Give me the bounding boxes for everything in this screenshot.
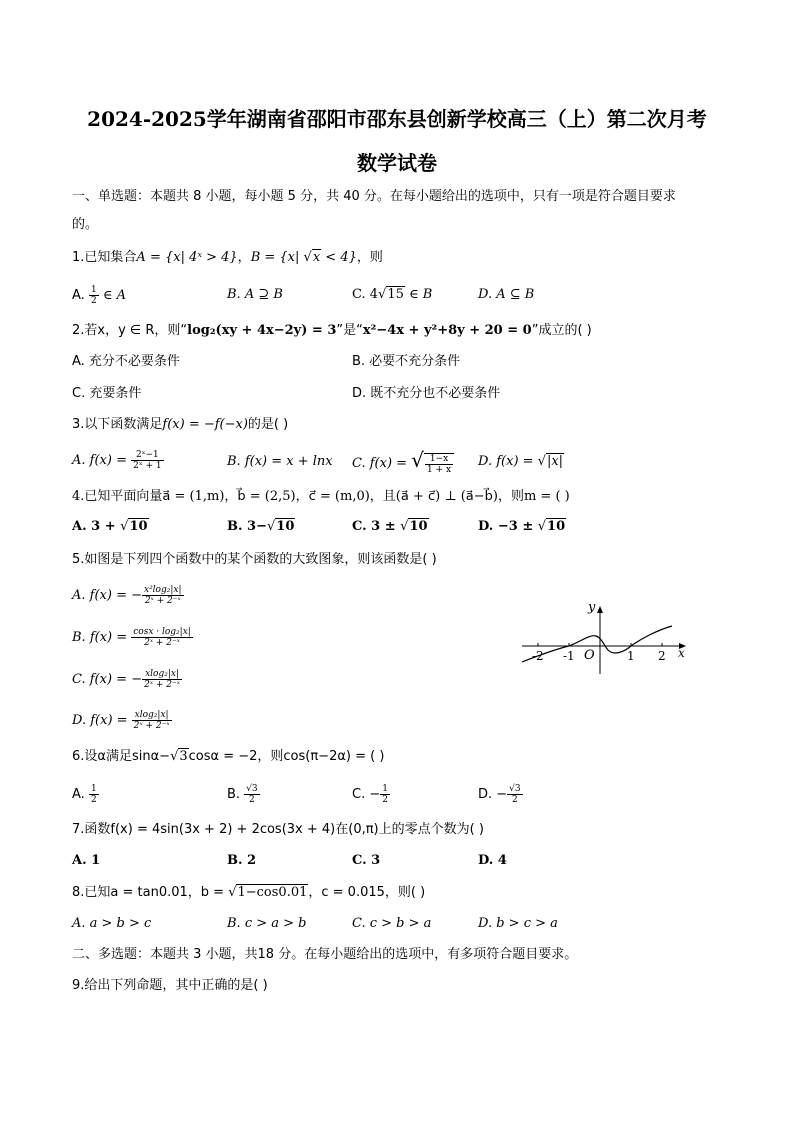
q2-option-c: C. 充要条件 <box>72 386 142 401</box>
q5-option-d-den: 2ˣ + 2⁻ˣ <box>133 721 170 731</box>
curve <box>522 626 672 662</box>
radical-sign: √ <box>411 448 424 472</box>
q2-log-expr: log₂(xy + 4x−2y) = 3 <box>187 323 337 338</box>
question-1 <box>72 248 383 268</box>
question-5: 5.如图是下列四个函数中的某个函数的大致图象，则该函数是( ) <box>72 552 437 567</box>
fraction <box>424 453 454 475</box>
q8-radicand: 1−cos0.01 <box>237 885 308 900</box>
q3-tail: 的是( ) <box>247 417 289 432</box>
y-axis-arrow <box>597 606 603 613</box>
q6-option-d-label: D. − <box>478 787 508 802</box>
q1-number: 1. <box>72 250 85 265</box>
q5-option-d <box>72 710 172 731</box>
fraction <box>142 585 184 606</box>
q5-option-c-num: xlog₂|x| <box>142 669 182 680</box>
q4-radicand: 10 <box>276 519 295 534</box>
radical-sign: √ <box>266 519 276 534</box>
q6-option-b-den: 2 <box>249 795 255 805</box>
q4-radicand: 10 <box>409 519 428 534</box>
question-7: 7.函数f(x) = 4sin(3x + 2) + 2cos(3x + 4)在(0,π)上的零点个数为( ) <box>72 822 484 837</box>
q5-option-b-den: 2ˣ + 2⁻ˣ <box>144 638 180 648</box>
q6-option-c <box>352 784 390 805</box>
q8-post: ，c = 0.015，则( ) <box>308 885 426 900</box>
q1-setA: A = {x| 4ˣ > 4} <box>136 250 238 265</box>
q8-option-c: C. c > b > a <box>352 916 432 931</box>
q8-option-a: A. a > b > c <box>72 916 152 931</box>
question-6 <box>72 747 384 767</box>
q8-pre: 8.已知a = tan0.01，b = <box>72 885 229 900</box>
q1-option-c-post: ∈ B <box>404 287 433 302</box>
q2-mid: ”是“ <box>336 323 363 338</box>
q2-option-d: D. 既不充分也不必要条件 <box>352 386 501 401</box>
section1-heading-cont: 的。 <box>72 217 99 232</box>
q4-option-b-label: B. 3− <box>227 519 267 534</box>
q3-option-a-num: 2ˣ−1 <box>131 450 164 461</box>
exam-subtitle: 数学试卷 <box>357 151 437 175</box>
fraction <box>89 784 99 805</box>
q3-option-d-label: D. f(x) = <box>478 454 538 469</box>
q6-option-a <box>72 784 99 805</box>
q6-option-b-label: B. <box>227 787 245 802</box>
q1-setB-pre: B = {x| <box>250 250 304 265</box>
q5-option-b-num: cosx · log₂|x| <box>133 627 191 637</box>
q5-option-d-num: xlog₂|x| <box>132 710 172 721</box>
q5-option-d-label: D. f(x) = <box>72 713 132 728</box>
q3-option-d <box>478 452 564 472</box>
q1-setB-radicand: x <box>312 250 321 265</box>
q5-option-b <box>72 627 193 648</box>
radical-sign: √ <box>170 749 179 764</box>
radical-sign: √ <box>120 519 129 534</box>
q1-option-d: D. A ⊆ B <box>478 287 535 302</box>
q2-equation: x²−4x + y²+8y + 20 = 0 <box>362 323 532 338</box>
q6-option-b <box>227 784 260 805</box>
q1-option-a-label: A. <box>72 288 89 303</box>
q1-pre: 已知集合 <box>84 250 137 265</box>
fraction <box>132 710 172 731</box>
question-4: 4.已知平面向量a⃗ = (1,m)，b⃗ = (2,5)，c⃗ = (m,0)，且(a⃗ + c⃗) ⊥ (a⃗−b⃗)，则m = ( ) <box>72 489 570 504</box>
radical-sign: √ <box>537 519 547 534</box>
q4-option-c-label: C. 3 ± <box>352 519 401 534</box>
q5-option-c-den: 2ˣ + 2⁻ˣ <box>144 680 180 690</box>
question-8 <box>72 883 425 903</box>
q7-option-a: A. 1 <box>72 853 101 868</box>
q5-option-a-num: x²log₂|x| <box>144 585 182 595</box>
q1-option-a-value: ∈ A <box>102 288 126 303</box>
q5-option-c <box>72 669 182 690</box>
q6-option-c-den: 2 <box>382 795 388 805</box>
q6-option-a-den: 2 <box>90 795 97 805</box>
q3-condition: f(x) = −f(−x) <box>162 417 248 432</box>
q3-option-b: B. f(x) = x + lnx <box>227 454 333 469</box>
tick-label: 2 <box>658 649 666 663</box>
q3-option-a-label: A. f(x) = <box>72 453 132 468</box>
tick-label: -2 <box>532 649 544 663</box>
q5-option-a-den: 2ˣ + 2⁻ˣ <box>144 596 181 606</box>
q5-option-a-label: A. f(x) = − <box>72 588 142 603</box>
q1-option-b: B. A ⊇ B <box>227 287 283 302</box>
fraction <box>131 627 193 648</box>
q6-option-a-num: 1 <box>90 784 97 794</box>
tick-label: 1 <box>627 649 635 663</box>
q4-option-d <box>478 517 566 537</box>
q2-tail: ”成立的( ) <box>531 323 592 338</box>
q4-radicand: 10 <box>129 519 148 534</box>
question-9: 9.给出下列命题，其中正确的是( ) <box>72 978 268 993</box>
q5-option-b-label: B. f(x) = <box>72 630 132 645</box>
q1-sep: ， <box>237 250 251 265</box>
q4-option-a-label: A. 3 + <box>72 519 121 534</box>
section1-heading: 一、单选题：本题共 8 小题，每小题 5 分，共 40 分。在每小题给出的选项中，只有一项是符合题目要求 <box>72 189 676 204</box>
radical-sign: √ <box>303 250 312 265</box>
q6-option-c-label: C. − <box>352 787 381 802</box>
q3-option-c-label: C. f(x) = <box>352 456 412 471</box>
q1-option-c-radicand: 15 <box>387 287 404 302</box>
q2-option-a: A. 充分不必要条件 <box>72 354 180 369</box>
q6-option-d-num: √3 <box>509 784 521 794</box>
q3-option-a <box>72 450 164 471</box>
q4-radicand: 10 <box>547 519 566 534</box>
q5-option-c-label: C. f(x) = − <box>72 672 143 687</box>
q6-option-b-num: √3 <box>246 784 258 794</box>
question-2 <box>72 321 592 341</box>
exam-title: 2024-2025学年湖南省邵阳市邵东县创新学校高三（上）第二次月考 <box>87 107 707 131</box>
y-label: y <box>588 600 596 615</box>
fraction <box>244 784 259 805</box>
function-graph <box>518 598 698 678</box>
radical-sign: √ <box>228 885 237 900</box>
origin-label: O <box>584 648 595 663</box>
fraction <box>142 669 182 690</box>
q1-tail: ，则 <box>356 250 383 265</box>
q6-pre: 6.设α满足sinα− <box>72 749 171 764</box>
q8-option-d: D. b > c > a <box>478 916 558 931</box>
q7-option-c: C. 3 <box>352 853 381 868</box>
q3-option-c-den: 1 + x <box>426 464 452 475</box>
q6-radicand: 3 <box>179 749 188 764</box>
x-label: x <box>678 646 685 660</box>
q7-option-b: B. 2 <box>227 853 257 868</box>
q4-option-b <box>227 517 295 537</box>
q6-post: cosα = −2，则cos(π−2α) = ( ) <box>188 749 385 764</box>
q4-option-a <box>72 517 149 537</box>
radical-sign: √ <box>378 287 387 302</box>
q6-option-a-label: A. <box>72 787 89 802</box>
q1-option-c <box>352 285 432 305</box>
q5-option-a <box>72 585 184 606</box>
q6-option-d-den: 2 <box>512 795 518 805</box>
radical-sign: √ <box>537 454 546 469</box>
q3-option-c <box>352 450 454 475</box>
q1-option-c-pre: C. 4 <box>352 287 379 302</box>
q1-option-a <box>72 285 126 306</box>
q4-option-c <box>352 517 429 537</box>
q6-option-c-num: 1 <box>382 784 388 794</box>
q6-option-d <box>478 784 523 805</box>
fraction <box>507 784 522 805</box>
fraction <box>131 450 164 471</box>
fraction <box>380 784 390 805</box>
q3-option-a-den: 2ˣ + 1 <box>133 461 162 471</box>
radical-sign: √ <box>400 519 409 534</box>
q1-setB-post: < 4} <box>321 250 357 265</box>
q8-option-b: B. c > a > b <box>227 916 307 931</box>
q3-pre: 3.以下函数满足 <box>72 417 163 432</box>
fraction: $\frac{1}{2}$ <box>90 285 97 306</box>
q3-option-c-num: 1−x <box>425 454 453 465</box>
section2-heading: 二、多选题：本题共 3 小题，共18 分。在每小题给出的选项中，有多项符合题目要求。 <box>72 947 578 962</box>
tick-label: -1 <box>563 649 575 663</box>
q7-option-d: D. 4 <box>478 853 507 868</box>
q2-pre: 2.若x，y ∈ R，则“ <box>72 323 188 338</box>
q3-option-d-radicand: |x| <box>546 454 564 469</box>
q4-option-d-label: D. −3 ± <box>478 519 538 534</box>
question-3 <box>72 415 288 435</box>
q2-option-b: B. 必要不充分条件 <box>352 354 461 369</box>
